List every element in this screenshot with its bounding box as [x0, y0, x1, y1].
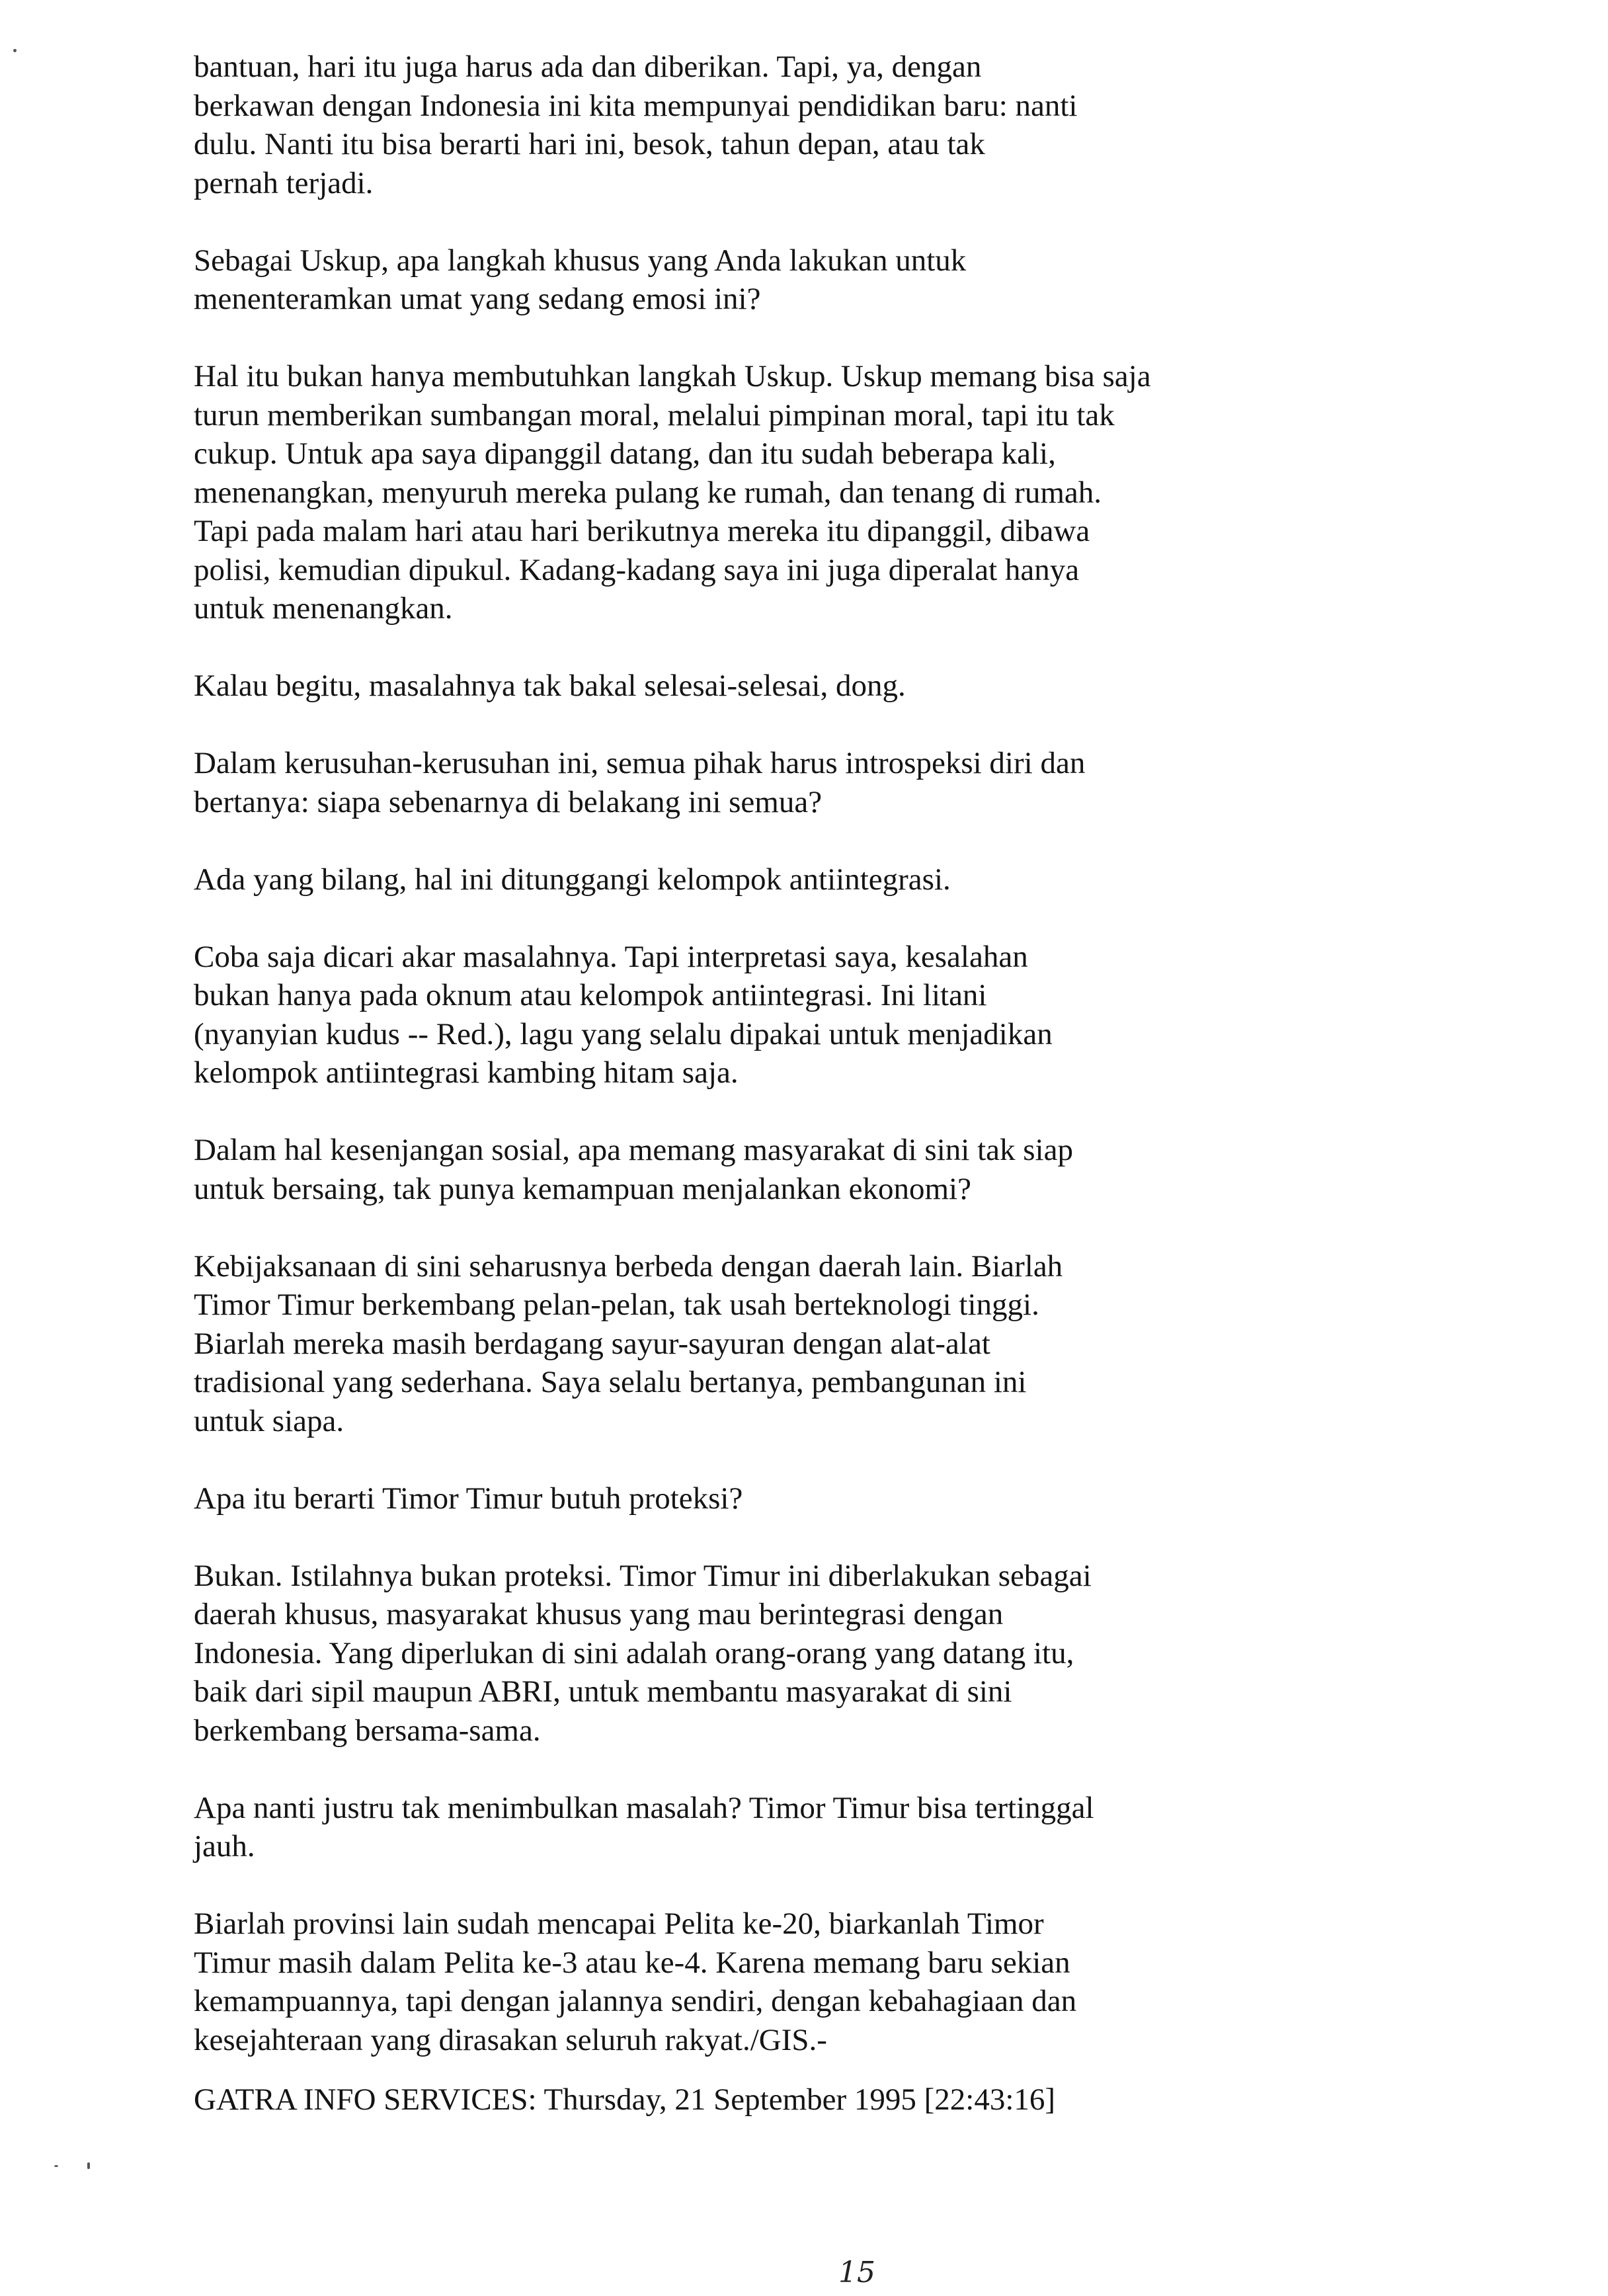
scan-speck — [87, 2162, 90, 2169]
text-line: Biarlah provinsi lain sudah mencapai Pelita ke-20, biarkanlah Timor — [194, 1906, 1044, 1941]
text-line: menenteramkan umat yang sedang emosi ini? — [194, 282, 761, 316]
handwritten-page-number: 15 — [838, 2256, 875, 2289]
text-line: cukup. Untuk apa saya dipanggil datang, dan itu sudah beberapa kali, — [194, 436, 1056, 471]
text-line: Apa itu berarti Timor Timur butuh proteksi? — [194, 1481, 743, 1516]
text-line: bertanya: siapa sebenarnya di belakang ini semua? — [194, 784, 823, 819]
question-3 — [194, 860, 1318, 899]
answer-3 — [194, 938, 1318, 1092]
question-4 — [194, 1131, 1318, 1208]
answer-4 — [194, 1247, 1318, 1441]
text-line: polisi, kemudian dipukul. Kadang-kadang saya ini juga diperalat hanya — [194, 552, 1080, 587]
question-5 — [194, 1479, 1318, 1518]
text-line: dulu. Nanti itu bisa berarti hari ini, besok, tahun depan, atau tak — [194, 127, 985, 161]
question-2 — [194, 667, 1318, 706]
text-line: kelompok antiintegrasi kambing hitam saja. — [194, 1055, 739, 1090]
text-line: Bukan. Istilahnya bukan proteksi. Timor Timur ini diberlakukan sebagai — [194, 1558, 1092, 1593]
text-line: turun memberikan sumbangan moral, melalui pimpinan moral, tapi itu tak — [194, 397, 1115, 432]
text-line: kesejahteraan yang dirasakan seluruh rakyat./GIS.- — [194, 2022, 827, 2057]
text-line: Indonesia. Yang diperlukan di sini adalah orang-orang yang datang itu, — [194, 1635, 1074, 1670]
scan-speck — [54, 2165, 58, 2167]
text-line: baik dari sipil maupun ABRI, untuk membantu masyarakat di sini — [194, 1674, 1012, 1709]
text-line: daerah khusus, masyarakat khusus yang mau berintegrasi dengan — [194, 1597, 1004, 1631]
text-line: menenangkan, menyuruh mereka pulang ke rumah, dan tenang di rumah. — [194, 475, 1102, 510]
answer-1 — [194, 357, 1318, 628]
text-line: Dalam hal kesenjangan sosial, apa memang masyarakat di sini tak siap — [194, 1133, 1073, 1167]
answer-2 — [194, 744, 1318, 821]
text-line: untuk bersaing, tak punya kemampuan menjalankan ekonomi? — [194, 1171, 971, 1206]
text-line: Dalam kerusuhan-kerusuhan ini, semua pihak harus introspeksi diri dan — [194, 746, 1086, 780]
text-line: untuk menenangkan. — [194, 591, 453, 626]
text-line: bantuan, hari itu juga harus ada dan diberikan. Tapi, ya, dengan — [194, 50, 982, 84]
text-line: jauh. — [194, 1829, 255, 1864]
text-line: (nyanyian kudus -- Red.), lagu yang selalu dipakai untuk menjadikan — [194, 1016, 1053, 1051]
text-line: Kebijaksanaan di sini seharusnya berbeda dengan daerah lain. Biarlah — [194, 1249, 1063, 1284]
text-line: kemampuannya, tapi dengan jalannya sendiri, dengan kebahagiaan dan — [194, 1984, 1077, 2018]
text-line: Tapi pada malam hari atau hari berikutnya mereka itu dipanggil, dibawa — [194, 514, 1090, 548]
answer-6 — [194, 1905, 1318, 2059]
text-line: Hal itu bukan hanya membutuhkan langkah Uskup. Uskup memang bisa saja — [194, 359, 1151, 393]
text-line: Timur masih dalam Pelita ke-3 atau ke-4. Karena memang baru sekian — [194, 1945, 1070, 1980]
text-line: Coba saja dicari akar masalahnya. Tapi interpretasi saya, kesalahan — [194, 939, 1028, 974]
text-line: Biarlah mereka masih berdagang sayur-sayuran dengan alat-alat — [194, 1326, 990, 1361]
text-line: Apa nanti justru tak menimbulkan masalah? Timor Timur bisa tertinggal — [194, 1790, 1094, 1825]
paragraph-1 — [194, 48, 1318, 202]
text-line: bukan hanya pada oknum atau kelompok antiintegrasi. Ini litani — [194, 978, 987, 1012]
scan-speck — [13, 49, 17, 52]
text-line: pernah terjadi. — [194, 165, 374, 200]
text-line: berkawan dengan Indonesia ini kita mempunyai pendidikan baru: nanti — [194, 88, 1078, 123]
answer-5 — [194, 1557, 1318, 1750]
text-line: berkembang bersama-sama. — [194, 1713, 541, 1748]
article-body — [194, 48, 1318, 2098]
text-line: untuk siapa. — [194, 1403, 344, 1438]
text-line: Sebagai Uskup, apa langkah khusus yang Anda lakukan untuk — [194, 243, 967, 278]
source-footer: GATRA INFO SERVICES: Thursday, 21 September 1995 [22:43:16] — [194, 2082, 1056, 2117]
question-6 — [194, 1789, 1318, 1866]
text-line: Kalau begitu, masalahnya tak bakal selesai-selesai, dong. — [194, 669, 906, 703]
text-line: Ada yang bilang, hal ini ditunggangi kelompok antiintegrasi. — [194, 862, 951, 897]
text-line: tradisional yang sederhana. Saya selalu bertanya, pembangunan ini — [194, 1365, 1027, 1399]
question-1 — [194, 241, 1318, 319]
text-line: Timor Timur berkembang pelan-pelan, tak usah berteknologi tinggi. — [194, 1288, 1039, 1322]
